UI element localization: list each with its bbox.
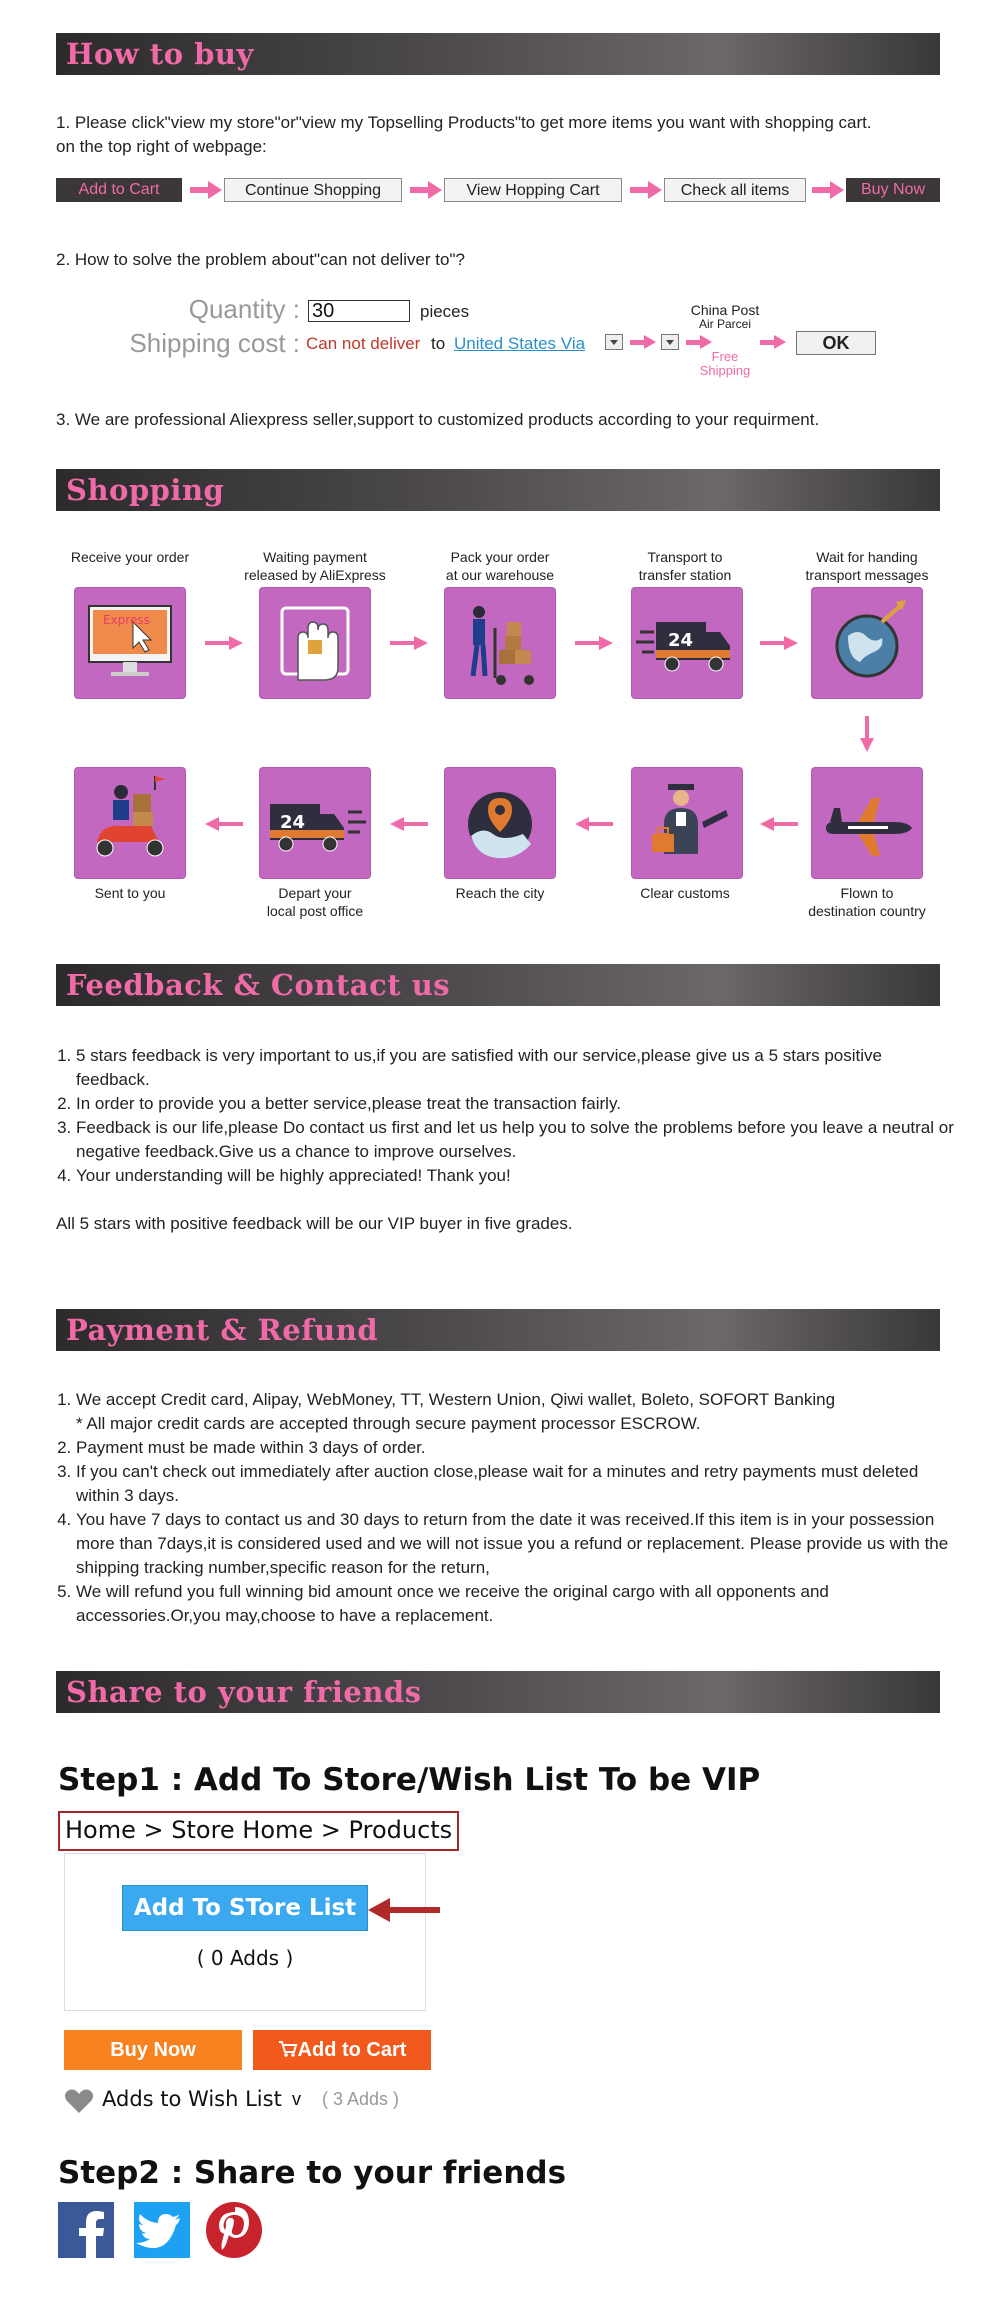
badge-24h: 24: [668, 630, 694, 651]
flow-arrow-icon: [630, 181, 662, 199]
how-to-buy-p3: 3. We are professional Aliexpress seller,support to customized products according to your requirment.: [56, 410, 820, 429]
wish-list-link[interactable]: Adds to Wish List: [102, 2087, 282, 2111]
pink-arrow-icon: [630, 334, 656, 350]
list-item: 4. Your understanding will be highly appreciated! Thank you!: [76, 1164, 956, 1188]
quantity-input[interactable]: 30: [308, 300, 410, 322]
flow-view-cart-button[interactable]: View Hopping Cart: [444, 178, 622, 202]
right-arrow-icon: [390, 636, 428, 650]
p1-line2: on the top right of webpage:: [56, 137, 267, 156]
receive-order-tile: [75, 588, 185, 698]
list-item: 4. You have 7 days to contact us and 30 days to return from the date it was received.If this item is in your possession more than 7days,it is considered used and we will not issue you a refund or replacement. Please provide us with the shipping tracking number,specific reason for the return,: [76, 1508, 966, 1580]
hand-payment-icon: [260, 588, 370, 698]
depart-post-office-tile: [260, 768, 370, 878]
right-arrow-icon: [205, 636, 243, 650]
flow-arrow-icon: [190, 181, 222, 199]
twitter-icon[interactable]: [134, 2202, 190, 2258]
computer-icon: [75, 588, 185, 698]
flow-continue-shopping-button[interactable]: Continue Shopping: [224, 178, 402, 202]
shopping-banner: [56, 469, 940, 511]
destination-dropdown[interactable]: [605, 334, 623, 350]
flow-arrow-icon: [410, 181, 442, 199]
cannot-deliver-text: Can not deliver: [306, 334, 421, 353]
sent-to-you-tile: [75, 768, 185, 878]
payment-title: Payment & Refund: [66, 1313, 379, 1347]
free-label: Free: [711, 349, 739, 364]
warehouse-worker-icon: [445, 588, 555, 698]
add-to-cart-label: Add to Cart: [297, 2039, 407, 2061]
pieces-label: pieces: [420, 302, 470, 321]
shipping-label: Shipping: [699, 363, 751, 378]
red-arrow-icon: [368, 1898, 440, 1922]
payment-list: [56, 1388, 966, 1628]
step-caption: Sent to you: [94, 885, 166, 901]
step-caption: Reach the city: [455, 885, 545, 901]
pack-order-tile: [445, 588, 555, 698]
right-arrow-icon: [760, 636, 798, 650]
adds-count: ( 0 Adds ): [196, 1946, 294, 1970]
step-caption: Transport to transfer station: [638, 549, 732, 583]
step-caption: Depart your local post office: [266, 885, 364, 919]
buy-now-button[interactable]: Buy Now: [64, 2030, 242, 2070]
left-arrow-icon: [205, 817, 243, 831]
carrier-dropdown[interactable]: [661, 334, 679, 350]
how-to-buy-title: How to buy: [66, 37, 254, 71]
step-caption: Pack your order at our warehouse: [445, 549, 555, 583]
waiting-payment-tile: [260, 588, 370, 698]
left-arrow-icon: [575, 817, 613, 831]
flow-check-items-button[interactable]: Check all items: [664, 178, 806, 202]
list-item: 5. We will refund you full winning bid amount once we receive the original cargo with all opponents and accessories.Or,you may,choose to have a replacement.: [76, 1580, 966, 1628]
step-caption: Waiting payment released by AliExpress: [244, 549, 386, 583]
facebook-icon[interactable]: [58, 2202, 114, 2258]
express-text: Express: [103, 613, 150, 627]
share-title: Share to your friends: [66, 1675, 422, 1709]
feedback-list: [56, 1044, 956, 1188]
step-caption: Flown to destination country: [808, 885, 926, 919]
wish-count: ( 3 Adds ): [322, 2089, 400, 2109]
pinterest-icon[interactable]: [206, 2202, 262, 2258]
chevron-down-icon: [606, 335, 622, 349]
step-caption: Receive your order: [70, 549, 190, 565]
flow-arrow-icon: [812, 181, 844, 199]
to-text: to: [431, 334, 446, 353]
destination-link[interactable]: United States Via: [454, 334, 586, 353]
flow-add-to-cart-button[interactable]: Add to Cart: [56, 178, 182, 202]
airplane-icon: [812, 768, 922, 878]
list-item: 2. In order to provide you a better service,please treat the transaction fairly.: [76, 1092, 956, 1116]
delivery-truck-icon: [632, 588, 742, 698]
add-to-cart-button[interactable]: [253, 2030, 431, 2070]
add-to-store-list-button[interactable]: Add To STore List: [122, 1885, 368, 1931]
delivery-truck-icon: [260, 768, 370, 878]
right-arrow-icon: [575, 636, 613, 650]
how-to-buy-p2: 2. How to solve the problem about"can not deliver to"?: [56, 250, 465, 269]
pink-arrow-icon: [760, 334, 786, 350]
clear-customs-tile: [632, 768, 742, 878]
shipping-cost-label: Shipping cost :: [129, 328, 300, 358]
free-shipping-label: [680, 350, 770, 378]
flow-buy-now-button[interactable]: Buy Now: [846, 178, 940, 202]
location-pin-icon: [445, 768, 555, 878]
down-arrow-icon: [860, 716, 874, 752]
share-banner: [56, 1671, 940, 1713]
how-to-buy-p1: [56, 111, 956, 159]
flown-tile: [812, 768, 922, 878]
courier-scooter-icon: [75, 768, 185, 878]
feedback-banner: [56, 964, 940, 1006]
quantity-label: Quantity :: [188, 294, 300, 324]
list-item: 2. Payment must be made within 3 days of order.: [76, 1436, 966, 1460]
transport-tile: [632, 588, 742, 698]
step-caption: Wait for handing transport messages: [805, 549, 929, 583]
customs-officer-icon: [632, 768, 742, 878]
list-item: 1. We accept Credit card, Alipay, WebMoney, TT, Western Union, Qiwi wallet, Boleto, SOFORT Banking * All major credit cards are accepted through secure payment processor ESCROW.: [76, 1388, 966, 1436]
vip-text: All 5 stars with positive feedback will be our VIP buyer in five grades.: [56, 1214, 573, 1233]
list-item: 3. If you can't check out immediately after auction close,please wait for a minutes and retry payments must deleted within 3 days.: [76, 1460, 966, 1508]
payment-banner: [56, 1309, 940, 1351]
breadcrumb[interactable]: Home > Store Home > Products: [58, 1811, 459, 1851]
globe-icon: [812, 588, 922, 698]
list-item: 3. Feedback is our life,please Do contact us first and let us help you to solve the problems before you leave a neutral or negative feedback.Give us a chance to improve ourselves.: [76, 1116, 956, 1164]
chevron-down-icon: [662, 335, 678, 349]
ok-button[interactable]: OK: [796, 331, 876, 355]
china-post-label: China Post: [690, 302, 760, 318]
pink-arrow-icon: [686, 334, 712, 350]
left-arrow-icon: [760, 817, 798, 831]
store-list-panel: [64, 1853, 426, 2011]
step2-heading: Step2 : Share to your friends: [58, 2155, 567, 2191]
feedback-title: Feedback & Contact us: [66, 968, 451, 1002]
wish-list-caret[interactable]: v: [292, 2089, 301, 2109]
step-caption: Clear customs: [640, 885, 730, 901]
air-parcel-label: Air Parcei: [698, 317, 751, 331]
list-item: 1. 5 stars feedback is very important to us,if you are satisfied with our service,please give us a 5 stars positive feedback.: [76, 1044, 956, 1092]
wait-messages-tile: [812, 588, 922, 698]
reach-city-tile: [445, 768, 555, 878]
how-to-buy-banner: [56, 33, 940, 75]
step1-heading: Step1 : Add To Store/Wish List To be VIP: [58, 1762, 761, 1798]
shopping-title: Shopping: [66, 473, 225, 507]
p1-line1: 1. Please click"view my store"or"view my Topselling Products"to get more items you want with shopping cart.: [56, 113, 872, 132]
heart-icon[interactable]: [64, 2088, 94, 2114]
left-arrow-icon: [390, 817, 428, 831]
cart-icon: [278, 2040, 298, 2058]
badge-24h: 24: [280, 812, 306, 833]
